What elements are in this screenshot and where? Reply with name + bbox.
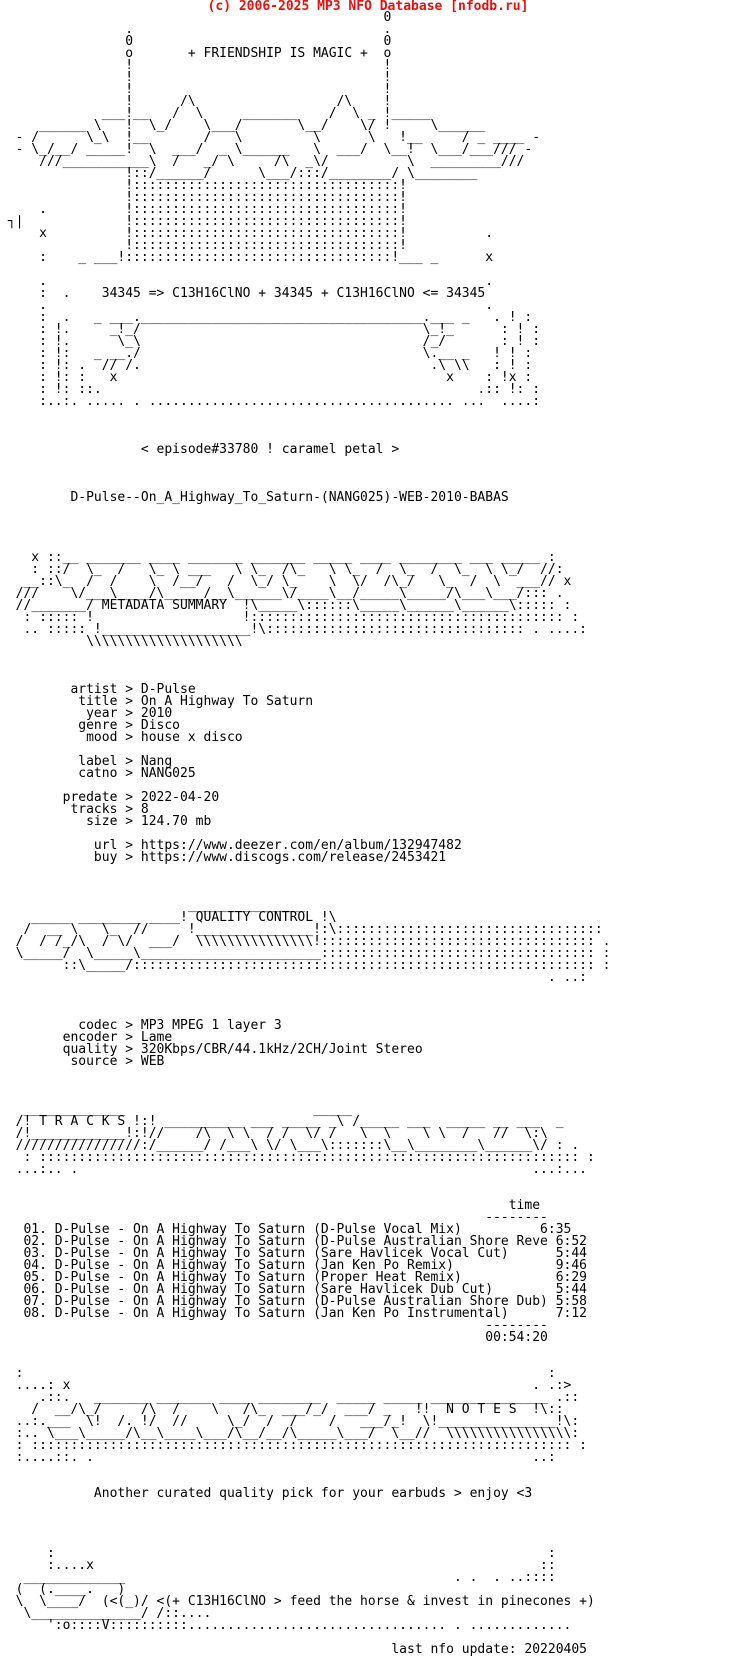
nfo-line: 06. D-Pulse - On A Highway To Saturn (Sare Havlicek Dub Cut) 5:44: [0, 1282, 587, 1297]
nfo-line: 01. D-Pulse - On A Highway To Saturn (D-Pulse Vocal Mix) 6:35: [0, 1222, 572, 1237]
nfo-line: 08. D-Pulse - On A Highway To Saturn (Jan Ken Po Instrumental) 7:12: [0, 1306, 587, 1321]
nfo-line: _______________: [0, 898, 306, 913]
nfo-line: catno > NANG025: [0, 766, 196, 781]
nfo-line: : . _ ___.____________________________________.___ _ . ! :: [0, 310, 533, 325]
nfo-line: : _ ___!::::::::::::::::::::::::::::::::::!___ _ x: [0, 250, 494, 265]
nfo-line: size > 124.70 mb: [0, 814, 212, 829]
nfo-line: ///___________\ / _/ \ /\ _\/ \ _________///: [0, 154, 525, 169]
nfo-line: 02. D-Pulse - On A Highway To Saturn (D-Pulse Australian Shore Reve 6:52: [0, 1234, 587, 1249]
nfo-line: 03. D-Pulse - On A Highway To Saturn (Sare Havlicek Vocal Cut) 5:44: [0, 1246, 587, 1261]
nfo-line: .. ::::: !___________________!\::::::::::::::::::::::::::::::::: . ....:: [0, 622, 587, 637]
nfo-line: mood > house x disco: [0, 730, 243, 745]
nfo-line: url > https://www.deezer.com/en/album/132947482: [0, 838, 462, 853]
nfo-line: !::/______/ \___/:::/________/ \________: [0, 166, 478, 181]
nfo-line: //_______/ METADATA SUMMARY !\_____\::::::\_____\______\______\::::: :: [0, 598, 572, 613]
nfo-line: ___!__ / \ _______ / \ _ !_____: [0, 106, 431, 121]
nfo-line: __::\_ / / \ /__/ / \_/ \_ \ \/ /\_/ \_ / \ ___// x: [0, 574, 572, 589]
nfo-line: _____________ . . . ..::::: [0, 1570, 556, 1585]
nfo-line: : :: [0, 1546, 556, 1561]
nfo-line: Another curated quality pick for your earbuds > enjoy <3: [0, 1486, 533, 1501]
nfo-line: o + FRIENDSHIP IS MAGIC + o: [0, 46, 392, 61]
nfo-line: : !. _!_/ \_!_ : ! :: [0, 322, 541, 337]
nfo-line: \\\\\\\\\\\\\\\\\\\\: [0, 634, 243, 649]
nfo-line: genre > Disco: [0, 718, 181, 733]
nfo-line: 05. D-Pulse - On A Highway To Saturn (Proper Heat Remix) 6:29: [0, 1270, 587, 1285]
nfo-line: ...:.. . ...:...: [0, 1162, 587, 1177]
nfo-line: 0 0: [0, 34, 392, 49]
nfo-line: !::::::::::::::::::::::::::::::::::!: [0, 238, 407, 253]
nfo-line: \_____/ \_____\_______________________::::::::::::::::::::::::::::::::::: :: [0, 946, 611, 961]
nfo-line: buy > https://www.discogs.com/release/2453421: [0, 850, 447, 865]
nfo-line: /! T R A C K S !:! __________ ___ _____ _\ /_____ ___ _____ __ ___ _: [0, 1114, 564, 1129]
nfo-line: < episode#33780 ! caramel petal >: [0, 442, 400, 457]
nfo-line: !::::::::::::::::::::::::::::::::::!: [0, 190, 407, 205]
nfo-line: :....x ::: [0, 1558, 556, 1573]
nfo-line: / / /_/\ / \/ ___/ \\\\\\\\\\\\\\\!::::::::::::::::::::::::::::::::::: .: [0, 934, 611, 949]
nfo-line: quality > 320Kbps/CBR/44.1kHz/2CH/Joint Stereo: [0, 1042, 423, 1057]
nfo-line: : !: . // /. .\ \\ : ! :: [0, 358, 533, 373]
nfo-line: : !. \_\ /_/ : ! :: [0, 334, 541, 349]
nfo-line: :.. \___\_____/\__\____\___/\__/__/\_____\___/ \__// \\\\\\\\\\\\\\\\:: [0, 1426, 580, 1441]
nfo-text-body: [0, 12, 610, 1656]
nfo-line: : !: _ __./ \.__ _ ! ! :: [0, 346, 533, 361]
nfo-line: !::::::::::::::::::::::::::::::::::!: [0, 178, 407, 193]
nfo-line: 04. D-Pulse - On A Highway To Saturn (Jan Ken Po Remix) 9:46: [0, 1258, 587, 1273]
nfo-line: label > Nang: [0, 754, 173, 769]
nfo-line: : ::/ \_ / \_ \ ___ \ \_ /\_ \ \_ / \_ / \_ \ \_/ //:: [0, 562, 564, 577]
nfo-line: : ::::::::::::::::::::::::::::::::::::::::::::::::::::::::::::::::::::: :: [0, 1150, 595, 1165]
nfo-line: : . 34345 => C13H16ClNO + 34345 + C13H16ClNO <= 34345: [0, 286, 486, 301]
nfo-line: source > WEB: [0, 1054, 165, 1069]
nfo-line: last nfo update: 20220405: [0, 1642, 587, 1657]
copyright-banner: (c) 2006-2025 MP3 NFO Database [nfodb.ru]: [207, 0, 529, 14]
nfo-line: 0: [0, 10, 392, 25]
nfo-line: ////////////////:/______/ /___\ \/ \___\:::::::\__\________\______\/ : .: [0, 1138, 580, 1153]
nfo-line: . !::::::::::::::::::::::::::::::::::!: [0, 202, 407, 217]
nfo-line: --------: [0, 1210, 548, 1225]
nfo-line: /// \/___\____/\_____/__\______\/____\__/_____\_____/\___\___/::: .: [0, 586, 564, 601]
nfo-line: ::\_____/::::::::::::::::::::::::::::::::::::::::::::::::::::::::::: :: [0, 958, 611, 973]
nfo-line: - / \_\ !__ / \ \ \ !__ / _ ____ -: [0, 130, 541, 145]
nfo-line: . .: [0, 298, 494, 313]
nfo-line: /!____________!:!// /\ \ \ / / \/ / \ \ \ \ / // \:\: [0, 1126, 548, 1141]
nfo-line: ! !: [0, 70, 392, 85]
nfo-line: --------: [0, 1318, 548, 1333]
nfo-line: encoder > Lame: [0, 1030, 173, 1045]
nfo-line: predate > 2022-04-20: [0, 790, 220, 805]
nfo-line: ______ \ ! \_/ \___/ \__/ \/ ! \______: [0, 118, 486, 133]
nfo-line: year > 2010: [0, 706, 173, 721]
nfo-line: ! /\ /\ !: [0, 94, 392, 109]
nfo-line: artist > D-Pulse: [0, 682, 196, 697]
nfo-line: ┐| !::::::::::::::::::::::::::::::::::!: [0, 214, 407, 229]
nfo-line: ! !: [0, 82, 392, 97]
nfo-line: : !: ::. .:: !: :: [0, 382, 541, 397]
nfo-line: 00:54:20: [0, 1330, 548, 1345]
nfo-line: x !::::::::::::::::::::::::::::::::::! .: [0, 226, 494, 241]
nfo-line: : ::::::::::::::::::::::::::::::::::::::::::::::::::::::::::::::::::::: :: [0, 1438, 587, 1453]
nfo-line: _____ ________ ____! QUALITY CONTROL !\: [0, 910, 337, 925]
nfo-line: ':o::::V::::::::::................................. . .............: [0, 1618, 572, 1633]
nfo-line: ..:.___ \! /. !/ // \_/ / / / ___/_! \!_______________!\:: [0, 1414, 580, 1429]
nfo-line: / __/\_/ /\ / \ /\_ ___/_/ ___/ _ !! N O T E S !\::: [0, 1402, 564, 1417]
nfo-line: time: [0, 1198, 541, 1213]
nfo-line: tracks > 8: [0, 802, 149, 817]
nfo-line: / __ \ \_ // !_______________!:\::::::::::::::::::::::::::::::::::: [0, 922, 603, 937]
nfo-line: title > On A Highway To Saturn: [0, 694, 314, 709]
nfo-line: . .: [0, 274, 494, 289]
nfo-line: \ \____/ (<(_)/ <(+ C13H16ClNO > feed the horse & invest in pinecones +): [0, 1594, 595, 1609]
nfo-line: : ::::: ! !:::::::::::::::::::::::::::::::::::::::: :: [0, 610, 580, 625]
nfo-line: ! !: [0, 58, 392, 73]
nfo-line: ( (.____. ): [0, 1582, 126, 1597]
nfo-line: :....::. . ..:: [0, 1450, 556, 1465]
nfo-line: D-Pulse--On_A_Highway_To_Saturn-(NANG025)-WEB-2010-BABAS: [0, 490, 509, 505]
nfo-line: 07. D-Pulse - On A Highway To Saturn (D-Pulse Australian Shore Dub) 5:58: [0, 1294, 587, 1309]
nfo-line: . .: [0, 22, 392, 37]
nfo-line: \______________/ /::....: [0, 1606, 212, 1621]
nfo-line: - \_/__/ _____! \ ___/ _ \______ \ ___/ \__! \___/___/// -: [0, 142, 533, 157]
nfo-line: : :: [0, 1366, 556, 1381]
nfo-line: : !: : x x : !x :: [0, 370, 533, 385]
nfo-line: codec > MP3 MPEG 1 layer 3: [0, 1018, 282, 1033]
nfo-line: .::. _______ _______ ____ ________ _____ _____ _______________ .::: [0, 1390, 580, 1405]
nfo-line: . ..:: [0, 970, 587, 985]
nfo-line: ....: x . .:>: [0, 1378, 572, 1393]
nfo-line: :..:. ..... . ....................................... ... ....:: [0, 394, 541, 409]
nfo-line: x ::__ _______ ____ _______ _______ _____ ____ ________ ___ _____ :: [0, 550, 556, 565]
nfo-line: _____________ _____: [0, 1102, 353, 1117]
